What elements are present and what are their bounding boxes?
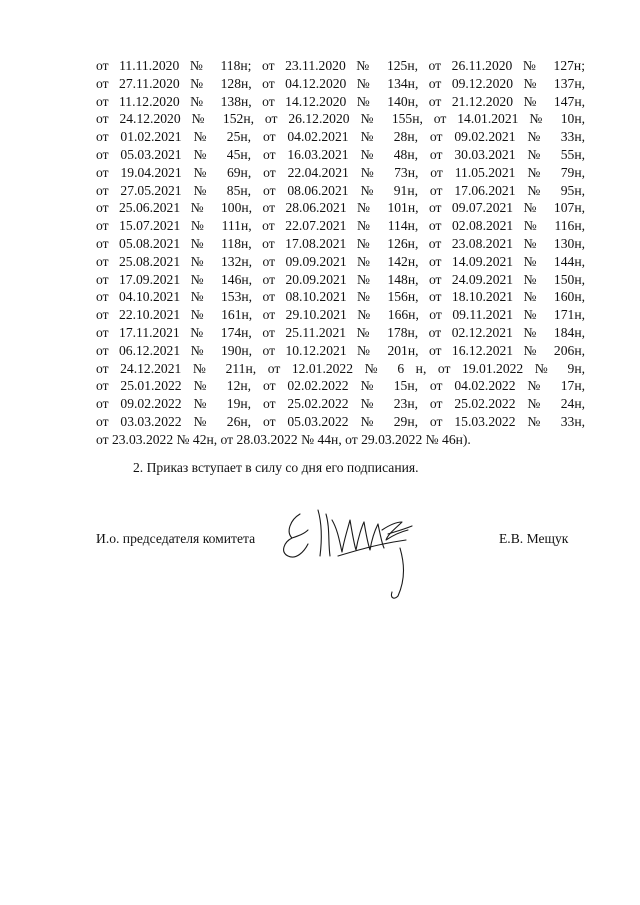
text-line: от 15.07.2021 № 111н, от 22.07.2021 № 114н, от 02.08.2021 № 116н,: [96, 218, 585, 234]
text-line: от 11.11.2020 № 118н; от 23.11.2020 № 125н, от 26.11.2020 № 127н;: [96, 58, 585, 73]
text-line: от 17.09.2021 № 146н, от 20.09.2021 № 148н, от 24.09.2021 № 150н,: [96, 271, 585, 287]
text-line: от 09.02.2022 № 19н, от 25.02.2022 № 23н, от 25.02.2022 № 24н,: [96, 396, 585, 412]
text-line: от 05.03.2021 № 45н, от 16.03.2021 № 48н, от 30.03.2021 № 55н,: [96, 146, 585, 162]
signatory-name: Е.В. Мещук: [499, 531, 569, 546]
signatory-title: И.о. председателя комитета: [96, 531, 256, 546]
text-line: от 25.06.2021 № 100н, от 28.06.2021 № 101н, от 09.07.2021 № 107н,: [96, 200, 585, 216]
text-line: от 27.11.2020 № 128н, от 04.12.2020 № 134н, от 09.12.2020 № 137н,: [96, 75, 585, 91]
text-line: от 05.08.2021 № 118н, от 17.08.2021 № 126н, от 23.08.2021 № 130н,: [96, 235, 585, 251]
text-line: от 25.08.2021 № 132н, от 09.09.2021 № 142н, от 14.09.2021 № 144н,: [96, 253, 585, 269]
text-line: от 17.11.2021 № 174н, от 25.11.2021 № 178н, от 02.12.2021 № 184н,: [96, 324, 585, 340]
text-line: от 27.05.2021 № 85н, от 08.06.2021 № 91н, от 17.06.2021 № 95н,: [96, 182, 585, 198]
text-line: от 06.12.2021 № 190н, от 10.12.2021 № 201н, от 16.12.2021 № 206н,: [96, 342, 585, 358]
text-line: от 19.04.2021 № 69н, от 22.04.2021 № 73н, от 11.05.2021 № 79н,: [96, 164, 585, 180]
text-line-last: от 23.03.2022 № 42н, от 28.03.2022 № 44н, от 29.03.2022 № 46н).: [96, 431, 471, 447]
text-line: от 24.12.2021 № 211н, от 12.01.2022 № 6 н, от 19.01.2022 № 9н,: [96, 360, 585, 376]
text-line: от 24.12.2020 № 152н, от 26.12.2020 № 155н, от 14.01.2021 № 10н,: [96, 111, 585, 127]
text-line: от 04.10.2021 № 153н, от 08.10.2021 № 156н, от 18.10.2021 № 160н,: [96, 289, 585, 305]
handwritten-signature: [278, 500, 423, 605]
document-body-text: [96, 57, 585, 449]
text-line: от 01.02.2021 № 25н, от 04.02.2021 № 28н, от 09.02.2021 № 33н,: [96, 129, 585, 145]
text-line: от 22.10.2021 № 161н, от 29.10.2021 № 166н, от 09.11.2021 № 171н,: [96, 307, 585, 323]
text-line: от 11.12.2020 № 138н, от 14.12.2020 № 140н, от 21.12.2020 № 147н,: [96, 93, 585, 109]
clause-2: 2. Приказ вступает в силу со дня его подписания.: [133, 460, 419, 475]
text-line: от 03.03.2022 № 26н, от 05.03.2022 № 29н, от 15.03.2022 № 33н,: [96, 413, 585, 429]
text-line: от 25.01.2022 № 12н, от 02.02.2022 № 15н, от 04.02.2022 № 17н,: [96, 378, 585, 394]
